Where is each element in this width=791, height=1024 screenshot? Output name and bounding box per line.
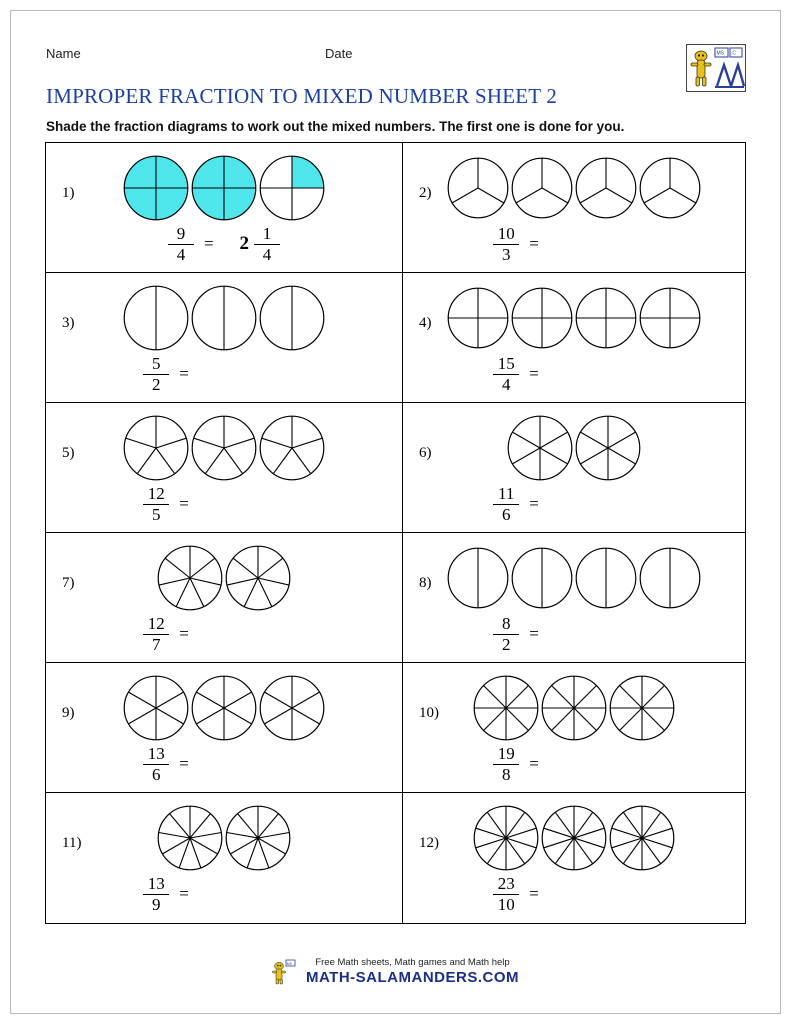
fraction-circle	[191, 155, 257, 221]
fraction-circle	[447, 287, 509, 349]
footer	[0, 957, 791, 987]
fraction-circle	[259, 675, 325, 741]
problem-number: 4)	[419, 315, 432, 331]
denominator: 4	[176, 244, 186, 264]
improper-fraction	[143, 875, 169, 914]
denominator: 4	[501, 374, 511, 394]
fraction-circle	[123, 155, 189, 221]
improper-fraction	[143, 355, 169, 394]
numerator: 12	[143, 485, 169, 505]
equals-sign: =	[529, 624, 539, 643]
numerator: 1	[254, 225, 280, 245]
improper-fraction	[143, 745, 169, 784]
equals-sign: =	[179, 884, 189, 903]
problem-cell	[403, 403, 745, 533]
fraction-circle	[473, 805, 539, 871]
numerator: 11	[493, 485, 519, 505]
equation-row	[403, 611, 745, 657]
problem-number: 3)	[62, 315, 75, 331]
equation-row	[403, 481, 745, 527]
answer-blank[interactable]	[215, 361, 305, 387]
numerator: 9	[168, 225, 194, 245]
answer-blank[interactable]	[565, 491, 655, 517]
fraction-circle	[123, 285, 189, 351]
fraction-circle	[511, 287, 573, 349]
equation-row	[46, 481, 402, 527]
fraction-circle	[639, 157, 701, 219]
problem-cell	[403, 793, 745, 923]
denominator: 6	[151, 764, 161, 784]
page-title: IMPROPER FRACTION TO MIXED NUMBER SHEET 2	[46, 84, 558, 108]
denominator: 6	[501, 504, 511, 524]
svg-text:MS: MS	[716, 50, 724, 57]
denominator: 2	[151, 374, 161, 394]
problem-number: 6)	[419, 445, 432, 461]
fraction-circle	[123, 675, 189, 741]
svg-text:MS: MS	[286, 961, 292, 966]
fraction-circle	[225, 805, 291, 871]
fraction-circle	[191, 675, 257, 741]
equals-sign: =	[529, 364, 539, 383]
fraction-circle	[639, 287, 701, 349]
problem-cell	[403, 273, 745, 403]
equals-sign: =	[179, 624, 189, 643]
problem-cell	[46, 533, 403, 663]
fraction-circle	[609, 805, 675, 871]
fraction-circle	[575, 547, 637, 609]
fraction-circle	[259, 285, 325, 351]
fraction-circle	[575, 157, 637, 219]
fraction-circle	[157, 545, 223, 611]
denominator: 5	[151, 504, 161, 524]
answer-blank[interactable]	[565, 751, 655, 777]
answer-blank[interactable]	[215, 621, 305, 647]
answer-blank[interactable]	[215, 491, 305, 517]
fraction-circle	[191, 285, 257, 351]
fraction-circle	[575, 287, 637, 349]
fraction-circle	[447, 547, 509, 609]
problem-cell	[46, 273, 403, 403]
problem-cell	[46, 793, 403, 923]
equals-sign: =	[529, 494, 539, 513]
footer-tagline: Free Math sheets, Math games and Math help	[315, 957, 510, 968]
fraction-circle	[511, 547, 573, 609]
answer-blank[interactable]	[565, 881, 655, 907]
fraction-circle	[259, 415, 325, 481]
improper-fraction	[493, 745, 519, 784]
problem-cell	[46, 403, 403, 533]
denominator: 9	[151, 894, 161, 914]
equation-row	[403, 871, 745, 917]
date-label: Date	[325, 46, 353, 61]
equation-row	[403, 221, 745, 267]
footer-site: MATH-SALAMANDERS.COM	[305, 969, 520, 986]
improper-fraction	[143, 485, 169, 524]
answer-blank[interactable]	[215, 751, 305, 777]
mixed-number-answer	[240, 225, 281, 264]
fraction-circle	[447, 157, 509, 219]
fraction-diagram-row[interactable]	[46, 673, 402, 743]
improper-fraction	[493, 615, 519, 654]
problem-cell	[46, 663, 403, 793]
denominator: 8	[501, 764, 511, 784]
improper-fraction	[493, 875, 519, 914]
denominator: 10	[497, 894, 515, 914]
equals-sign: =	[529, 884, 539, 903]
fraction-diagram-row[interactable]	[403, 673, 745, 743]
numerator: 19	[493, 745, 519, 765]
improper-fraction	[168, 225, 194, 264]
fraction-circle	[157, 805, 223, 871]
problem-number: 2)	[419, 185, 432, 201]
fraction-circle	[191, 415, 257, 481]
numerator: 15	[493, 355, 519, 375]
fraction-diagram-row[interactable]	[46, 153, 402, 223]
problem-number: 11)	[62, 835, 82, 851]
equation-row	[403, 351, 745, 397]
worksheet-header	[46, 46, 746, 70]
problem-cell	[46, 143, 403, 273]
equals-sign: =	[203, 234, 214, 253]
equation-row	[46, 871, 402, 917]
problem-cell	[403, 663, 745, 793]
problem-cell	[403, 533, 745, 663]
fraction-part	[254, 225, 280, 264]
problem-number: 5)	[62, 445, 75, 461]
denominator: 2	[501, 634, 511, 654]
fraction-diagram-row[interactable]	[46, 413, 402, 483]
numerator: 12	[143, 615, 169, 635]
equals-sign: =	[179, 364, 189, 383]
equation-row	[46, 351, 402, 397]
answer-blank[interactable]	[565, 231, 655, 257]
denominator: 3	[501, 244, 511, 264]
fraction-circle	[541, 675, 607, 741]
equation-row	[46, 741, 402, 787]
problem-number: 10)	[419, 705, 439, 721]
equation-row	[403, 741, 745, 787]
fraction-diagram-row[interactable]	[403, 153, 745, 223]
problems-grid	[45, 142, 746, 924]
denominator: 7	[151, 634, 161, 654]
equals-sign: =	[529, 234, 539, 253]
salamander-footer-logo-icon	[272, 959, 302, 985]
problem-number: 7)	[62, 575, 75, 591]
problem-number: 8)	[419, 575, 432, 591]
numerator: 5	[143, 355, 169, 375]
numerator: 13	[143, 875, 169, 895]
instructions: Shade the fraction diagrams to work out the mixed numbers. The first one is done for you.	[46, 119, 625, 134]
problem-number: 9)	[62, 705, 75, 721]
problem-cell	[403, 143, 745, 273]
equals-sign: =	[529, 754, 539, 773]
fraction-circle	[511, 157, 573, 219]
fraction-circle	[639, 547, 701, 609]
equals-sign: =	[179, 754, 189, 773]
problem-number: 1)	[62, 185, 75, 201]
fraction-diagram-row[interactable]	[46, 803, 402, 873]
math-salamanders-logo-icon	[686, 44, 746, 92]
fraction-circle	[259, 155, 325, 221]
fraction-circle	[225, 545, 291, 611]
answer-blank[interactable]	[215, 881, 305, 907]
equals-sign: =	[179, 494, 189, 513]
name-label: Name	[46, 46, 81, 61]
numerator: 13	[143, 745, 169, 765]
fraction-diagram-row[interactable]	[403, 413, 745, 483]
fraction-circle	[609, 675, 675, 741]
numerator: 8	[493, 615, 519, 635]
answer-blank[interactable]	[565, 361, 655, 387]
fraction-diagram-row[interactable]	[403, 283, 745, 353]
fraction-circle	[507, 415, 573, 481]
fraction-circle	[575, 415, 641, 481]
numerator: 23	[493, 875, 519, 895]
improper-fraction	[143, 615, 169, 654]
equation-row	[46, 611, 402, 657]
answer-blank[interactable]	[565, 621, 655, 647]
improper-fraction	[493, 355, 519, 394]
denominator: 4	[262, 244, 272, 264]
fraction-diagram-row[interactable]	[46, 283, 402, 353]
numerator: 10	[493, 225, 519, 245]
svg-text:.C: .C	[731, 50, 736, 57]
equation-row	[46, 221, 402, 267]
whole-part: 2	[239, 233, 250, 254]
fraction-circle	[123, 415, 189, 481]
problem-number: 12)	[419, 835, 439, 851]
improper-fraction	[493, 225, 519, 264]
fraction-circle	[541, 805, 607, 871]
improper-fraction	[493, 485, 519, 524]
fraction-diagram-row[interactable]	[403, 543, 745, 613]
fraction-diagram-row[interactable]	[46, 543, 402, 613]
fraction-circle	[473, 675, 539, 741]
fraction-diagram-row[interactable]	[403, 803, 745, 873]
